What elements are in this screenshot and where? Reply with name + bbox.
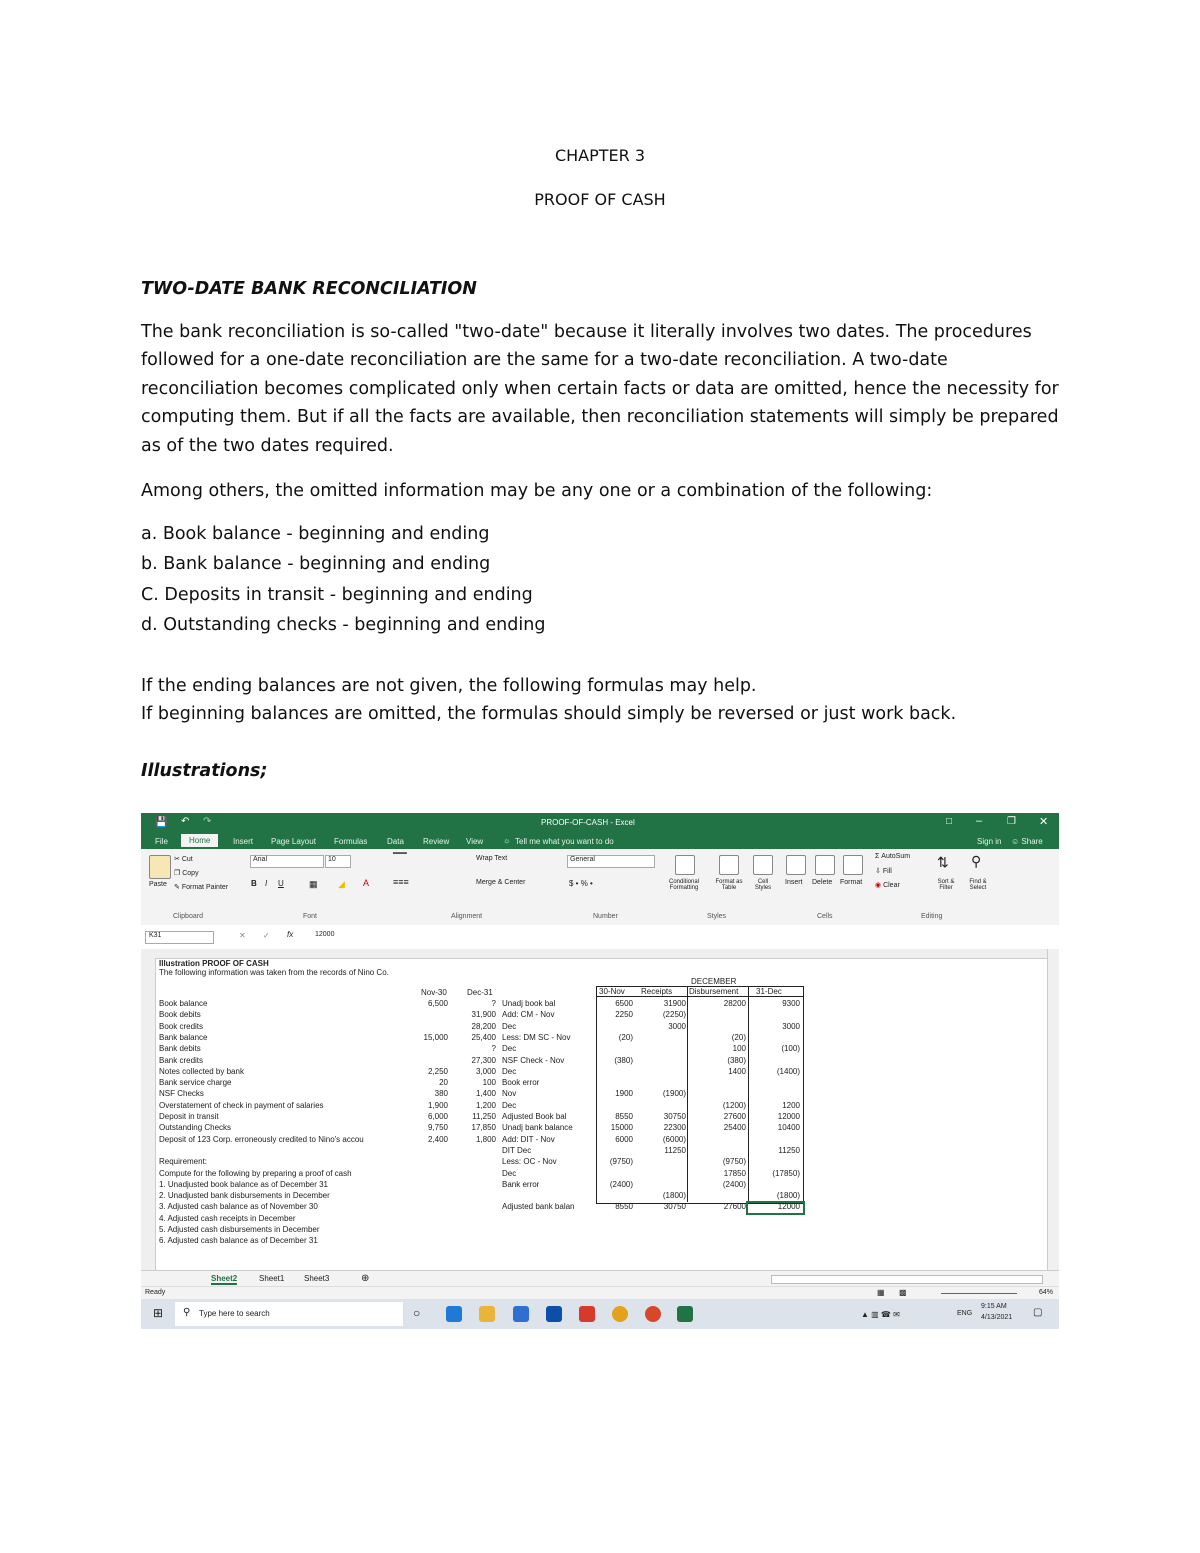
edge-icon[interactable] (446, 1306, 462, 1322)
share-label: Share (1021, 837, 1043, 846)
divider (748, 986, 749, 1202)
scissors-icon: ✂ (174, 856, 180, 863)
normal-view-icon[interactable]: ▦ (877, 1288, 885, 1297)
sheet-tab[interactable]: Sheet1 (259, 1274, 285, 1283)
proof-value: 11250 (778, 1145, 800, 1155)
page-layout-icon[interactable]: ▩ (899, 1288, 907, 1297)
item-nov-value: 1,900 (427, 1100, 448, 1110)
proof-value: 6500 (615, 999, 633, 1008)
excel-taskbar-icon[interactable] (677, 1306, 693, 1322)
item-label: Deposit of 123 Corp. erroneously credited to Nino's accou (159, 1134, 364, 1144)
sheet-title: Illustration PROOF OF CASH (159, 959, 269, 968)
find-icon[interactable]: ⚲ (971, 853, 982, 869)
proof-value: 17850 (723, 1168, 746, 1178)
item-label: Outstanding Checks (159, 1123, 232, 1133)
formula-note: If the ending balances are not given, the following formulas may help. (141, 676, 757, 696)
pdf-icon[interactable] (579, 1306, 595, 1322)
divider (687, 986, 688, 1202)
item-label: Book balance (159, 999, 208, 1008)
paste-button[interactable]: Paste (149, 881, 167, 888)
zoom-slider[interactable] (941, 1293, 1017, 1294)
paragraph-line: as of the two dates required. (141, 436, 394, 456)
format-painter-label: Format Painter (181, 884, 229, 891)
proof-value: (9750) (722, 1157, 746, 1167)
proof-value: 22300 (663, 1123, 686, 1133)
item-dec-value: 17,850 (471, 1123, 496, 1133)
proof-value: (6000) (662, 1134, 686, 1144)
proof-value: (1800) (776, 1191, 800, 1201)
proof-value: (380) (614, 1055, 633, 1065)
font-size-select[interactable]: 10 (325, 855, 351, 868)
language-indicator[interactable]: ENG (957, 1310, 973, 1317)
excel-screenshot (141, 813, 1059, 1329)
proof-value: 2250 (615, 1010, 633, 1020)
recon-label: Dec (502, 1100, 517, 1110)
tab-home[interactable]: Home (181, 834, 218, 847)
item-label: Bank service charge (159, 1078, 232, 1088)
proof-header: 31-Dec (756, 987, 782, 996)
item-nov-value: 6,000 (427, 1112, 448, 1121)
requirement-item: 1. Unadjusted book balance as of December 31 (159, 1179, 328, 1189)
autosum-button[interactable] (875, 853, 910, 860)
proof-value: (9750) (609, 1157, 633, 1167)
proof-value: (100) (781, 1044, 800, 1054)
item-label: Bank debits (159, 1044, 201, 1054)
requirement-item: 6. Adjusted cash balance as of December 31 (159, 1236, 318, 1246)
sheet-tab[interactable]: Sheet3 (304, 1274, 330, 1283)
proof-value: 3000 (668, 1021, 686, 1031)
add-sheet-icon[interactable]: ⊕ (361, 1273, 370, 1284)
currency-icon[interactable]: $ • % • (569, 879, 593, 888)
group-number: Number (593, 913, 618, 920)
item-label: NSF Checks (159, 1089, 204, 1099)
sort-filter-button[interactable]: Sort & Filter (937, 879, 955, 891)
recon-label: Dec (502, 1168, 517, 1178)
wrap-text-button[interactable]: Wrap Text (476, 855, 508, 862)
zoom-level: 64% (1039, 1289, 1054, 1296)
brush-icon: ✎ (174, 884, 180, 891)
tab-view[interactable]: View (466, 837, 484, 846)
find-select-button[interactable]: Find & Select (969, 879, 987, 891)
proof-value: (17850) (772, 1168, 800, 1178)
proof-value: 30750 (663, 1202, 686, 1212)
search-icon: ⚲ (183, 1307, 191, 1318)
recon-label: Book error (502, 1078, 540, 1088)
recon-label: Nov (502, 1089, 517, 1099)
item-dec-value: 3,000 (475, 1066, 496, 1076)
close-icon[interactable]: ✕ (1039, 816, 1049, 828)
fill-button[interactable] (875, 867, 892, 875)
list-item: a. Book balance - beginning and ending (141, 524, 490, 544)
status-bar (141, 1286, 1059, 1300)
row-headers (141, 958, 156, 1270)
clear-label: Clear (883, 882, 900, 889)
paragraph-line: The bank reconciliation is so-called "two-date" because it literally involves two dates. The procedures (141, 322, 1032, 342)
borders-icon[interactable]: ▦ (309, 879, 318, 889)
item-dec-value: 31,900 (471, 1010, 496, 1020)
proof-value: 10400 (777, 1123, 800, 1133)
recon-label: Less: OC - Nov (502, 1157, 557, 1167)
proof-value: 15000 (610, 1123, 633, 1133)
fill-label: Fill (882, 868, 892, 875)
paste-icon[interactable] (149, 855, 171, 879)
vertical-scrollbar[interactable] (1047, 949, 1059, 1270)
item-nov-value: 2,400 (427, 1134, 448, 1144)
paragraph-line: reconciliation becomes complicated only when certain facts or data are omitted, hence the necessity for (141, 379, 1059, 399)
align-left-icon[interactable]: ≡≡≡ (393, 877, 409, 887)
recon-label: Dec (502, 1066, 517, 1076)
item-dec-value: 27,300 (471, 1055, 496, 1065)
copy-icon: ❐ (174, 870, 181, 877)
proof-value: 28200 (723, 999, 746, 1008)
undo-icon[interactable]: ↶ (181, 816, 190, 827)
requirement-label: Requirement: (159, 1157, 208, 1167)
format-cells-button[interactable]: Format (840, 879, 863, 886)
recon-label: Unadj book bal (502, 999, 556, 1008)
proof-value: 8550 (615, 1202, 633, 1212)
paragraph-line: followed for a one-date reconciliation are the same for a two-date reconciliation. A two-date (141, 350, 948, 370)
redo-icon[interactable]: ↷ (203, 816, 212, 827)
ribbon-home (141, 849, 1059, 926)
format-cells-icon[interactable] (843, 855, 863, 875)
window-title: PROOF-OF-CASH - Excel (541, 818, 635, 827)
excel-title-bar (141, 813, 1059, 833)
reverse-note: If beginning balances are omitted, the formulas should simply be reversed or just work back. (141, 704, 957, 724)
sheet-tab-active[interactable]: Sheet2 (211, 1274, 238, 1283)
proof-value: 31900 (663, 999, 686, 1008)
notifications-icon[interactable]: ▢ (1033, 1307, 1043, 1318)
requirement-item: 2. Unadjusted bank disbursements in December (159, 1191, 330, 1201)
proof-header: Disbursement (689, 987, 739, 996)
sheet-subtitle: The following information was taken from the records of Nino Co. (159, 968, 389, 977)
tell-me-box[interactable]: Tell me what you want to do (515, 837, 614, 846)
save-icon[interactable]: 💾 (155, 817, 168, 828)
proof-value: (2250) (662, 1010, 686, 1020)
file-explorer-icon[interactable] (479, 1306, 495, 1322)
proof-value: (380) (727, 1055, 746, 1065)
compute-instruction: Compute for the following by preparing a proof of cash (159, 1168, 352, 1178)
item-label: Book credits (159, 1021, 204, 1031)
eraser-icon: ◉ (875, 882, 882, 889)
proof-value: (1800) (662, 1191, 686, 1201)
item-label: Overstatement of check in payment of salaries (159, 1100, 324, 1110)
recon-label: NSF Check - Nov (502, 1055, 565, 1065)
proof-value: (20) (618, 1032, 633, 1042)
cell-styles-button[interactable]: Cell Styles (754, 879, 772, 891)
conditional-formatting-button[interactable]: Conditional Formatting (668, 879, 700, 891)
tray-icons[interactable]: ▲ ▥ ☎ ✉ (861, 1310, 900, 1319)
insert-cells-icon[interactable] (786, 855, 806, 875)
sign-in-link[interactable]: Sign in (977, 837, 1002, 846)
italic-button[interactable]: I (265, 879, 268, 888)
chrome-icon[interactable] (612, 1306, 628, 1322)
item-dec-value: 100 (482, 1078, 496, 1088)
delete-cells-button[interactable]: Delete (812, 879, 833, 886)
sigma-icon: Σ (875, 853, 880, 860)
group-clipboard: Clipboard (173, 913, 203, 920)
conditional-formatting-icon[interactable] (675, 855, 695, 875)
list-item: C. Deposits in transit - beginning and ending (141, 585, 533, 605)
item-dec-value: 1,800 (475, 1134, 496, 1144)
sheet-tab-bar (141, 1270, 1059, 1287)
proof-value: 1400 (728, 1066, 746, 1076)
proof-value: 30750 (663, 1112, 686, 1121)
item-dec-value: ? (491, 999, 496, 1008)
copy-label: Copy (182, 870, 199, 877)
proof-value: 25400 (723, 1123, 746, 1133)
list-item: d. Outstanding checks - beginning and ending (141, 615, 546, 635)
group-cells: Cells (817, 913, 833, 920)
group-editing: Editing (921, 913, 943, 920)
requirement-item: 3. Adjusted cash balance as of November 30 (159, 1202, 318, 1212)
proof-value: 12000 (777, 1202, 800, 1212)
maximize-icon[interactable]: ❐ (1007, 816, 1016, 827)
clear-button[interactable] (875, 881, 900, 889)
col-dec: Dec-31 (467, 988, 493, 997)
tab-file[interactable]: File (155, 837, 168, 846)
sort-filter-icon[interactable]: ⇅ (937, 854, 949, 870)
cancel-icon[interactable]: ✕ (239, 931, 246, 940)
item-label: Bank balance (159, 1032, 208, 1042)
enter-icon[interactable]: ✓ (263, 931, 270, 940)
cut-label: Cut (181, 856, 193, 863)
mail-icon[interactable] (513, 1306, 529, 1322)
status-text: Ready (145, 1289, 166, 1296)
worksheet-grid[interactable] (156, 958, 1046, 1270)
horizontal-scrollbar[interactable] (771, 1275, 1043, 1284)
insert-cells-button[interactable]: Insert (785, 879, 803, 886)
item-dec-value: 1,200 (475, 1100, 496, 1110)
merge-center-button[interactable]: Merge & Center (476, 879, 526, 886)
tab-data[interactable]: Data (387, 837, 404, 846)
december-header: DECEMBER (691, 977, 737, 986)
proof-value: (1900) (662, 1089, 686, 1099)
tab-review[interactable]: Review (423, 837, 450, 846)
proof-value: (2400) (722, 1179, 746, 1189)
proof-value: 9300 (782, 999, 800, 1008)
item-nov-value: 15,000 (423, 1032, 448, 1042)
proof-value: (20) (731, 1032, 746, 1042)
recon-label: Add: DIT - Nov (502, 1134, 555, 1144)
item-label: Bank credits (159, 1055, 204, 1065)
recon-label: Dec (502, 1044, 517, 1054)
windows-taskbar (141, 1299, 1059, 1329)
formula-bar (141, 925, 1059, 950)
proof-value: 27600 (723, 1112, 746, 1121)
proof-value: 1200 (782, 1100, 800, 1110)
item-nov-value: 20 (439, 1078, 448, 1088)
dropbox-icon[interactable] (546, 1306, 562, 1322)
item-dec-value: 28,200 (471, 1021, 496, 1031)
function-icon[interactable]: fx (287, 930, 294, 939)
cut-button[interactable] (174, 855, 193, 863)
start-icon[interactable]: ⊞ (153, 1306, 164, 1320)
recon-label: Less: DM SC - Nov (502, 1032, 571, 1042)
illustrations-heading: Illustrations; (141, 761, 268, 781)
item-nov-value: 6,500 (427, 999, 448, 1008)
fill-color-icon[interactable]: ◢ (338, 879, 345, 889)
proof-value: 12000 (777, 1112, 800, 1121)
ribbon-tabs (141, 833, 1059, 849)
share-icon: ☺ (1011, 837, 1020, 846)
item-nov-value: 380 (434, 1089, 448, 1099)
item-nov-value: 9,750 (427, 1123, 448, 1133)
task-view-icon[interactable]: ○ (413, 1306, 421, 1320)
recon-label: Bank error (502, 1179, 540, 1189)
copy-button[interactable] (174, 869, 199, 877)
requirement-item: 5. Adjusted cash disbursements in December (159, 1225, 320, 1234)
delete-cells-icon[interactable] (815, 855, 835, 875)
minimize-icon[interactable]: – (976, 815, 983, 827)
item-dec-value: 1,400 (475, 1089, 496, 1099)
chapter-heading: CHAPTER 3 (554, 146, 646, 165)
proof-header: 30-Nov (599, 987, 625, 996)
autosum-label: AutoSum (881, 853, 911, 860)
proof-value: 6000 (615, 1134, 633, 1144)
bold-button[interactable]: B (251, 879, 257, 888)
fill-down-icon: ⇩ (875, 868, 881, 875)
chrome-profile-icon[interactable] (645, 1306, 661, 1322)
font-name-select[interactable]: Arial (250, 855, 324, 868)
lightbulb-icon: ☼ (503, 836, 511, 845)
group-alignment: Alignment (451, 913, 483, 920)
paragraph-line: computing them. But if all the facts are available, then reconciliation statements will simply be prepared (141, 407, 1059, 427)
font-color-icon[interactable]: A (363, 878, 370, 888)
search-placeholder: Type here to search (199, 1309, 270, 1318)
section-heading: TWO-DATE BANK RECONCILIATION (141, 279, 477, 299)
proof-value: (1400) (776, 1066, 800, 1076)
recon-label: Unadj bank balance (502, 1123, 573, 1133)
proof-value: 1900 (615, 1089, 633, 1099)
tab-formulas[interactable]: Formulas (334, 837, 368, 846)
proof-value: 100 (732, 1044, 746, 1054)
clock-time[interactable]: 9:15 AM (981, 1303, 1007, 1310)
recon-label: Add: CM - Nov (502, 1010, 555, 1020)
proof-value: 27600 (723, 1202, 746, 1212)
recon-label: Adjusted Book bal (502, 1112, 567, 1121)
item-dec-value: 25,400 (471, 1032, 496, 1042)
item-dec-value: 11,250 (472, 1112, 496, 1121)
item-dec-value: ? (491, 1044, 496, 1054)
chapter-subtitle: PROOF OF CASH (534, 190, 666, 209)
requirement-item: 4. Adjusted cash receipts in December (159, 1213, 296, 1223)
proof-value: (2400) (609, 1179, 633, 1189)
item-label: Deposit in transit (159, 1112, 219, 1121)
list-item: b. Bank balance - beginning and ending (141, 554, 491, 574)
share-button[interactable] (1011, 837, 1043, 846)
omitted-intro: Among others, the omitted information may be any one or a combination of the following: (141, 481, 933, 501)
col-nov: Nov-30 (421, 988, 447, 997)
proof-value: 3000 (782, 1021, 800, 1031)
align-top-icon[interactable]: ▔▔ (393, 853, 407, 863)
recon-label: DIT Dec (502, 1145, 532, 1155)
item-label: Book debits (159, 1010, 201, 1020)
recon-label: Dec (502, 1021, 517, 1031)
group-styles: Styles (707, 913, 727, 920)
tab-insert[interactable]: Insert (233, 837, 254, 846)
ribbon-display-icon[interactable]: □ (946, 816, 953, 827)
format-painter-button[interactable] (174, 883, 228, 891)
proof-value: (1200) (722, 1100, 746, 1110)
clock-date[interactable]: 4/13/2021 (981, 1314, 1013, 1321)
proof-header: Receipts (641, 987, 673, 996)
group-font: Font (303, 913, 318, 920)
format-table-icon[interactable] (719, 855, 739, 875)
item-label: Notes collected by bank (159, 1066, 244, 1076)
tab-page-layout[interactable]: Page Layout (271, 837, 316, 846)
formula-input[interactable]: 12000 (315, 931, 335, 938)
underline-button[interactable]: U (278, 879, 284, 888)
taskbar-search[interactable] (175, 1302, 403, 1326)
name-box[interactable]: K31 (145, 931, 214, 944)
cell-styles-icon[interactable] (753, 855, 773, 875)
proof-value: 11250 (664, 1145, 686, 1155)
recon-label: Adjusted bank balan (502, 1202, 575, 1212)
proof-value: 8550 (615, 1112, 633, 1121)
format-as-table-button[interactable]: Format as Table (715, 879, 743, 891)
number-format-select[interactable]: General (567, 855, 655, 868)
item-nov-value: 2,250 (427, 1066, 448, 1076)
